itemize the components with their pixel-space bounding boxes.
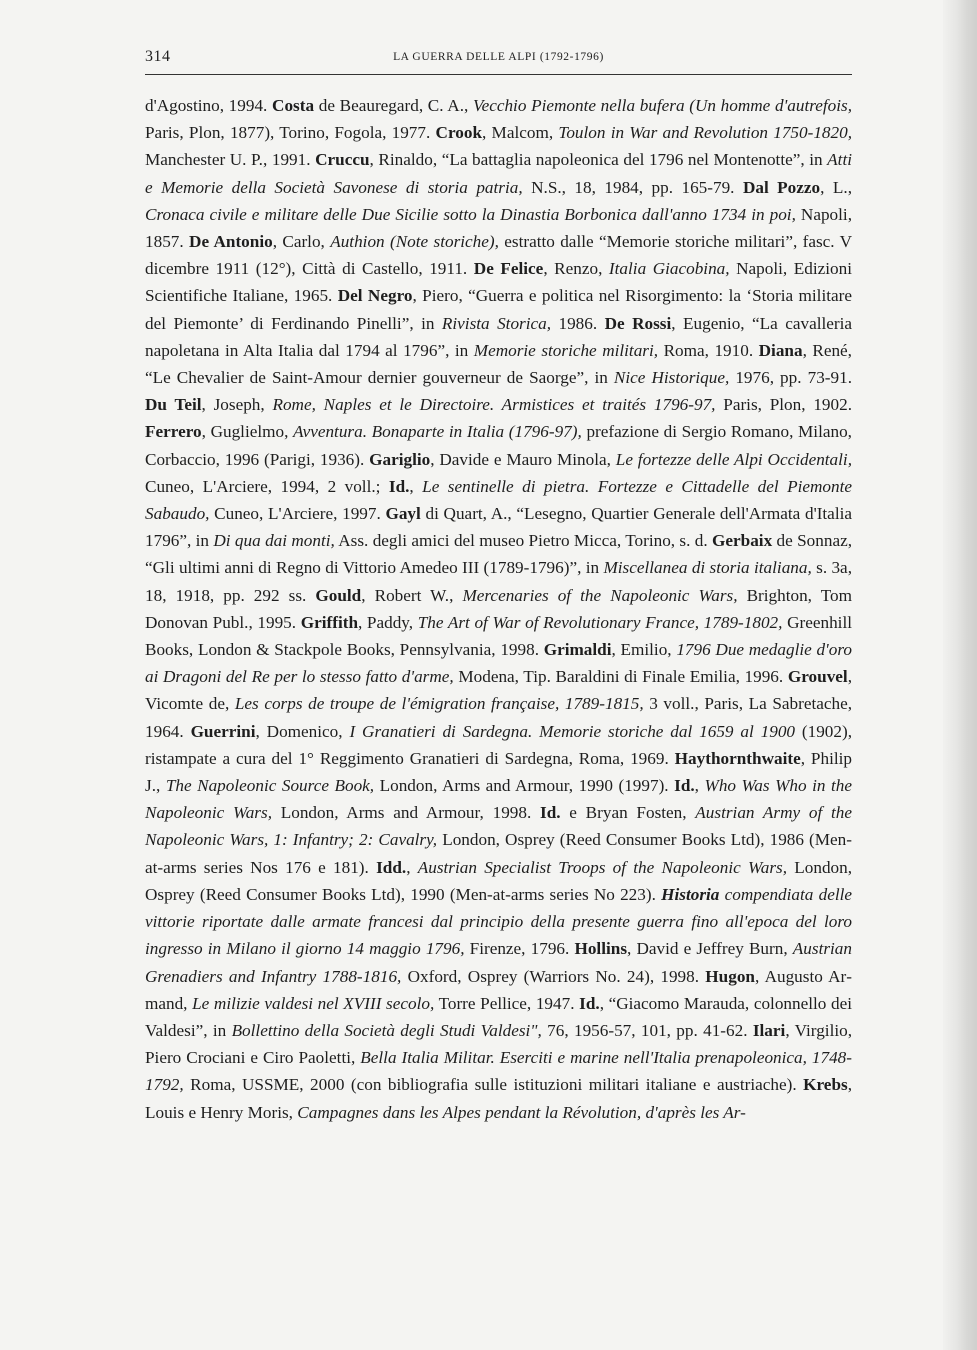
citation-text: Napoli, 1857.: [145, 204, 852, 252]
work-title: Le milizie valdesi nel XVIII secolo,: [192, 993, 435, 1013]
citation-text: , Rinaldo, “La battaglia napoleonica del 1796 nel Montenotte”, in: [369, 150, 828, 170]
author-name: Haythornthwaite: [674, 748, 801, 768]
work-title: Who Was Who in the Napoleonic Wars,: [145, 776, 852, 823]
bibliography-entry: [145, 395, 852, 414]
work-title: Di qua dai monti,: [213, 531, 335, 551]
author-name: Cruccu: [315, 150, 370, 170]
page-edge-shadow: [943, 0, 977, 1350]
citation-text: Brighton, Tom Donovan Publ., 1995.: [145, 585, 852, 632]
citation-text: (1902), ristampate a cura del 1° Reggimento Granatieri di Sardegna, Roma, 1969.: [145, 721, 853, 768]
bibliography-text: [145, 92, 852, 1126]
citation-text: London, Arms and Armour, 1990 (1997).: [374, 776, 675, 796]
citation-text: , Carlo,: [272, 232, 331, 252]
citation-text: , Louis e Henry Moris,: [145, 1075, 852, 1122]
citation-text: , “Giacomo Marauda, colonnello dei Valdesi”, in: [145, 993, 853, 1040]
author-name: Idd.: [376, 857, 407, 877]
citation-text: , Paddy,: [358, 612, 418, 632]
work-title: Memorie storiche militari,: [473, 340, 659, 360]
author-name: Krebs: [803, 1075, 848, 1095]
work-title: Bollettino della Società degli Studi Valdesi",: [231, 1020, 542, 1040]
author-name: Id.: [579, 993, 600, 1013]
citation-text: Torre Pellice, 1947.: [434, 993, 580, 1013]
running-head: [145, 48, 852, 72]
author-name: Id.: [674, 776, 695, 796]
citation-text: London, Arms and Armour, 1998.: [272, 803, 541, 823]
citation-text: London, Osprey (Reed Consumer Books Ltd), 1990 (Men-at-arms series No 223).: [145, 857, 853, 904]
citation-text: , Malcom,: [482, 123, 559, 143]
citation-text: , Renzo,: [543, 259, 609, 279]
work-title: Cronaca civile e militare delle Due Sicilie sotto la Dinastia Borbonica dall'anno 1734 in poi,: [145, 204, 796, 224]
work-title: Vecchio Piemonte nella bufera (Un homme d'autrefois,: [472, 96, 853, 115]
citation-text: Manchester U. P., 1991.: [145, 150, 316, 170]
work-title: Atti e Memorie della Società Savonese di storia patria,: [145, 150, 852, 197]
citation-text: , Vicomte de,: [145, 667, 852, 714]
citation-text: , Philip J.,: [145, 748, 853, 796]
author-name: Hugon: [705, 966, 755, 986]
citation-text: , Emilio,: [611, 640, 677, 660]
work-title: Authion (Note storiche),: [330, 232, 499, 252]
author-name: Gayl: [385, 504, 421, 524]
running-title: LA GUERRA DELLE ALPI (1792-1796): [393, 51, 604, 63]
work-title: Bella Italia Militar. Eserciti e marine nell'Italia prenapoleonica, 1748-1792,: [145, 1048, 852, 1095]
work-title: Nice Historique,: [613, 368, 730, 388]
author-name: De Antonio: [189, 232, 273, 252]
citation-text: Napoli, Edizioni Scientifiche Italiane, 1965.: [145, 259, 852, 306]
citation-text: de Sonnaz, “Gli ultimi anni di Regno di Vittorio Amedeo III (1789-1796)”, in: [145, 531, 853, 578]
citation-text: ,: [406, 857, 418, 877]
work-title: Toulon in War and Revolution 1750-1820,: [558, 123, 853, 143]
citation-text: Ass. degli amici del museo Pietro Micca, Torino, s. d.: [334, 531, 713, 551]
work-title: Austrian Grenadiers and Infantry 1788-1816,: [145, 939, 852, 986]
citation-text: Roma, USSME, 2000 (con bibliografia sulle istituzioni militari italiane e austriache).: [183, 1075, 804, 1095]
citation-text: Paris, Plon, 1877), Torino, Fogola, 1977.: [145, 123, 436, 143]
author-name: Id.: [388, 476, 410, 496]
work-title: Campagnes dans les Alpes pendant la Révolution, d'après les Ar-: [297, 1102, 746, 1122]
citation-text: , Robert W.,: [361, 585, 463, 605]
citation-text: Modena, Tip. Baraldini di Finale Emilia, 1996.: [453, 667, 788, 687]
citation-text: Cuneo, L'Arciere, 1994, 2 voll.;: [145, 476, 389, 496]
author-name: Guerrini: [190, 721, 256, 741]
citation-text: s. 3a, 18, 1918, pp. 292 ss.: [145, 558, 852, 605]
citation-text: prefazione di Sergio Romano, Milano, Corbaccio, 1996 (Parigi, 1936).: [145, 422, 852, 469]
author-name: Dal Pozzo: [742, 177, 821, 197]
work-title: I Granatieri di Sardegna. Memorie storiche dal 1659 al 1900: [349, 721, 796, 741]
citation-text: e Bryan Fosten,: [560, 803, 696, 823]
citation-text: , Domenico,: [255, 721, 350, 741]
citation-text: 3 voll., Paris, La Sabretache, 1964.: [145, 694, 853, 741]
author-name: Hollins: [574, 939, 628, 959]
citation-text: Oxford, Osprey (Warriors No. 24), 1998.: [401, 966, 706, 986]
citation-text: de Beauregard, C. A.,: [314, 96, 473, 115]
bibliography-entry: [145, 96, 272, 115]
work-title: Rivista Storica,: [441, 313, 552, 333]
citation-text: ,: [694, 776, 705, 796]
citation-text: estratto dalle “Memorie storiche militari”, fasc. V dicembre 1911 (12°), Città di Castello, 1911.: [145, 232, 853, 279]
work-title: The Art of War of Revolutionary France, 1789-1802,: [417, 612, 783, 632]
citation-text: ,: [409, 476, 423, 496]
author-name: Crook: [435, 123, 483, 143]
citation-text: , Virgilio, Piero Crociani e Ciro Paoletti,: [145, 1020, 853, 1068]
citation-text: , Joseph,: [201, 395, 273, 415]
citation-text: Greenhill Books, London & Stackpole Books, Pennsylvania, 1998.: [145, 612, 852, 660]
work-title: Mercenaries of the Napoleonic Wars,: [462, 585, 738, 605]
citation-text: di Quart, A., “Lesegno, Quartier Generale dell'Armata d'Italia 1796”, in: [145, 504, 852, 551]
citation-text: , Piero, “Guerra e politica nel Risorgimento: la ‘Storia militare del Piemonte’ di Ferdinando Pinelli”, in: [145, 286, 852, 333]
citation-text: , Augusto Armand,: [145, 966, 853, 1013]
citation-text: 1986.: [551, 313, 605, 333]
work-title: Miscellanea di storia italiana,: [603, 558, 812, 578]
author-name: Grimaldi: [543, 640, 612, 660]
work-title: Les corps de troupe de l'émigration française, 1789-1815,: [234, 694, 644, 714]
author-name: Du Teil: [145, 395, 202, 415]
citation-text: , Eugenio, “La cavalleria napoletana in Alta Italia dal 1794 al 1796”, in: [145, 313, 853, 360]
citation-text: Cuneo, L'Arciere, 1997.: [209, 504, 386, 524]
work-title: Historia: [661, 884, 720, 904]
author-name: Diana: [758, 340, 803, 360]
citation-text: 1976, pp. 73-91.: [729, 368, 852, 388]
author-name: Grouvel: [787, 667, 848, 687]
citation-text: , Guglielmo,: [201, 422, 294, 442]
work-title: Le sentinelle di pietra. Fortezze e Cittadelle del Piemonte Sabaudo,: [145, 476, 852, 524]
author-name: Ferrero: [145, 422, 202, 442]
author-name: Ilari: [752, 1020, 786, 1040]
work-title: Rome, Naples et le Directoire. Armistices et traités 1796-97,: [272, 395, 716, 415]
work-title: compendiata delle vittorie riportate dalle armate francesi dal principio della presente guerra fino all'epoca del loro ingresso in Milano il giorno 14 maggio 1796,: [145, 884, 853, 959]
author-name: Gould: [315, 585, 362, 605]
citation-text: , David e Jeffrey Burn,: [627, 939, 793, 959]
page-number: 314: [145, 48, 171, 65]
citation-text: , L.,: [820, 177, 852, 197]
work-title: Avventura. Bonaparte in Italia (1796-97),: [293, 422, 582, 442]
work-title: Austrian Specialist Troops of the Napoleonic Wars,: [417, 857, 788, 877]
work-title: 1796 Due medaglie d'oro ai Dragoni del Re per lo stesso fatto d'arme,: [145, 640, 852, 687]
citation-text: 76, 1956-57, 101, pp. 41-62.: [541, 1020, 753, 1040]
citation-text: Firenze, 1796.: [464, 939, 575, 959]
citation-text: d'Agostino, 1994.: [145, 96, 273, 115]
work-title: The Napoleonic Source Book,: [165, 776, 375, 796]
author-name: Id.: [540, 803, 561, 823]
citation-text: Roma, 1910.: [658, 340, 759, 360]
citation-text: London, Osprey (Reed Consumer Books Ltd), 1986 (Men-at-arms series Nos 176 e 181).: [145, 830, 853, 877]
author-name: Costa: [272, 96, 315, 115]
author-name: Gariglio: [369, 449, 431, 469]
author-name: Del Negro: [337, 286, 413, 306]
work-title: Austrian Army of the Napoleonic Wars, 1: Infantry; 2: Cavalry,: [145, 803, 853, 850]
author-name: Griffith: [300, 612, 358, 632]
work-title: Italia Giacobina,: [608, 259, 730, 279]
header-rule: [145, 74, 852, 75]
author-name: Gerbaix: [712, 531, 773, 551]
work-title: Le fortezze delle Alpi Occidentali,: [615, 449, 853, 469]
citation-text: , Davide e Mauro Minola,: [430, 449, 616, 469]
author-name: De Felice: [473, 259, 544, 279]
citation-text: Paris, Plon, 1902.: [715, 395, 852, 415]
author-name: De Rossi: [604, 313, 672, 333]
citation-text: , René, “Le Chevalier de Saint-Amour dernier gouverneur de Saorge”, in: [145, 340, 852, 388]
citation-text: N.S., 18, 1984, pp. 165-79.: [522, 177, 743, 197]
